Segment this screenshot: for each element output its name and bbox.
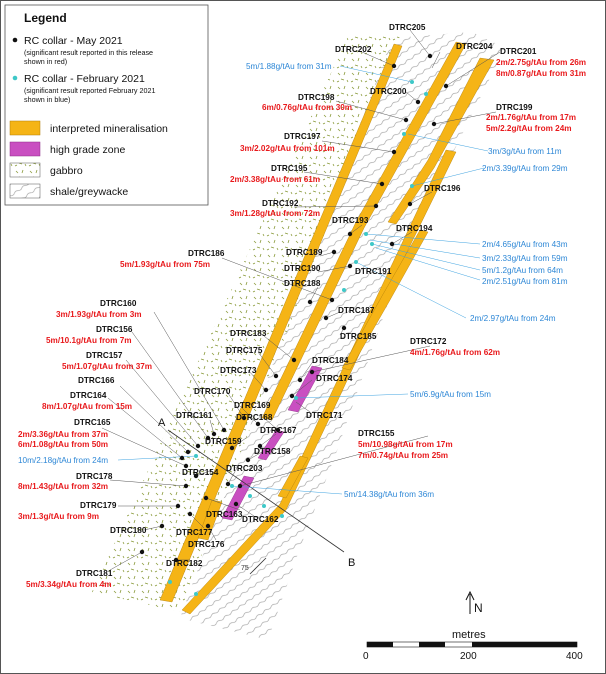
svg-text:8m/1.07g/tAu from 15m: 8m/1.07g/tAu from 15m <box>42 402 133 411</box>
svg-text:DTRC183: DTRC183 <box>230 329 267 338</box>
svg-text:DTRC205: DTRC205 <box>389 23 426 32</box>
scale-title: metres <box>452 629 486 641</box>
svg-text:8m/0.87g/tAu from 31m: 8m/0.87g/tAu from 31m <box>496 69 587 78</box>
svg-text:DTRC200: DTRC200 <box>370 87 407 96</box>
svg-text:DTRC176: DTRC176 <box>188 540 225 549</box>
svg-text:DTRC191: DTRC191 <box>355 267 392 276</box>
svg-text:2m/3.38g/tAu from 61m: 2m/3.38g/tAu from 61m <box>230 175 321 184</box>
svg-text:DTRC190: DTRC190 <box>284 264 321 273</box>
svg-text:DTRC193: DTRC193 <box>332 216 369 225</box>
svg-text:5m/3.34g/tAu from 4m: 5m/3.34g/tAu from 4m <box>26 580 112 589</box>
svg-text:8m/1.43g/tAu from 32m: 8m/1.43g/tAu from 32m <box>18 482 109 491</box>
svg-text:10m/2.18g/tAu from 24m: 10m/2.18g/tAu from 24m <box>18 456 109 465</box>
svg-text:DTRC179: DTRC179 <box>80 501 117 510</box>
svg-text:DTRC196: DTRC196 <box>424 184 461 193</box>
svg-text:DTRC177: DTRC177 <box>176 528 213 537</box>
scale-tick-200: 200 <box>460 651 477 662</box>
svg-text:5m/2.2g/tAu from 24m: 5m/2.2g/tAu from 24m <box>486 124 572 133</box>
legend-gabbro-swatch <box>10 163 40 177</box>
svg-text:2m/1.76g/tAu from 17m: 2m/1.76g/tAu from 17m <box>486 113 577 122</box>
svg-text:DTRC168: DTRC168 <box>236 413 273 422</box>
svg-text:DTRC197: DTRC197 <box>284 132 321 141</box>
svg-text:DTRC156: DTRC156 <box>96 325 133 334</box>
svg-text:5m/6.9g/tAu from 15m: 5m/6.9g/tAu from 15m <box>410 390 491 399</box>
svg-text:5m/14.38g/tAu from 36m: 5m/14.38g/tAu from 36m <box>344 490 435 499</box>
scale-tick-400: 400 <box>566 651 583 662</box>
svg-text:DTRC172: DTRC172 <box>410 337 447 346</box>
section-label-b: B <box>348 557 356 569</box>
svg-text:RC collar - February 2021: RC collar - February 2021 <box>24 73 145 85</box>
scale-tick-0: 0 <box>363 651 369 662</box>
svg-text:2m/3.36g/tAu from 37m: 2m/3.36g/tAu from 37m <box>18 430 109 439</box>
svg-text:DTRC175: DTRC175 <box>226 346 263 355</box>
svg-text:DTRC157: DTRC157 <box>86 351 123 360</box>
svg-text:DTRC184: DTRC184 <box>312 356 349 365</box>
svg-text:5m/10.1g/tAu from 7m: 5m/10.1g/tAu from 7m <box>46 336 132 345</box>
svg-text:2m/4.65g/tAu from 43m: 2m/4.65g/tAu from 43m <box>482 240 568 249</box>
legend-title: Legend <box>24 11 67 25</box>
svg-text:DTRC159: DTRC159 <box>205 437 242 446</box>
svg-text:DTRC187: DTRC187 <box>338 306 375 315</box>
svg-text:DTRC160: DTRC160 <box>100 299 137 308</box>
svg-text:DTRC164: DTRC164 <box>70 391 107 400</box>
svg-text:DTRC185: DTRC185 <box>340 332 377 341</box>
svg-text:3m/2.02g/tAu from 101m: 3m/2.02g/tAu from 101m <box>240 144 335 153</box>
svg-text:2m/2.75g/tAu from 26m: 2m/2.75g/tAu from 26m <box>496 58 587 67</box>
svg-text:DTRC162: DTRC162 <box>242 515 279 524</box>
svg-text:DTRC178: DTRC178 <box>76 472 113 481</box>
svg-text:shale/greywacke: shale/greywacke <box>50 186 129 198</box>
svg-text:DTRC199: DTRC199 <box>496 103 533 112</box>
svg-text:DTRC204: DTRC204 <box>456 42 493 51</box>
legend-feb-symbol <box>13 76 18 81</box>
svg-text:DTRC154: DTRC154 <box>182 468 219 477</box>
svg-text:5m/1.93g/tAu from 75m: 5m/1.93g/tAu from 75m <box>120 260 211 269</box>
svg-text:DTRC174: DTRC174 <box>316 374 353 383</box>
svg-text:3m/1.3g/tAu from 9m: 3m/1.3g/tAu from 9m <box>18 512 99 521</box>
svg-text:(significant result reported i: (significant result reported in this release <box>24 48 154 57</box>
svg-text:6m/0.76g/tAu from 30m: 6m/0.76g/tAu from 30m <box>262 103 353 112</box>
svg-text:DTRC186: DTRC186 <box>188 249 225 258</box>
svg-text:DTRC173: DTRC173 <box>220 366 257 375</box>
svg-text:DTRC182: DTRC182 <box>166 559 203 568</box>
svg-text:RC collar - May 2021: RC collar - May 2021 <box>24 35 123 47</box>
svg-text:5m/1.07g/tAu from 37m: 5m/1.07g/tAu from 37m <box>62 362 153 371</box>
dip-value: 75 <box>241 565 249 572</box>
svg-text:3m/1.93g/tAu from 3m: 3m/1.93g/tAu from 3m <box>56 310 142 319</box>
svg-text:2m/2.97g/tAu from 24m: 2m/2.97g/tAu from 24m <box>470 314 556 323</box>
legend <box>5 5 208 205</box>
svg-text:DTRC169: DTRC169 <box>234 401 271 410</box>
legend-shale-swatch <box>10 184 40 198</box>
svg-text:N: N <box>474 601 483 615</box>
svg-text:DTRC171: DTRC171 <box>306 411 343 420</box>
svg-text:DTRC163: DTRC163 <box>206 510 243 519</box>
svg-text:DTRC158: DTRC158 <box>254 447 291 456</box>
svg-text:gabbro: gabbro <box>50 165 83 177</box>
svg-text:2m/3.39g/tAu from 29m: 2m/3.39g/tAu from 29m <box>482 164 568 173</box>
svg-text:DTRC180: DTRC180 <box>110 526 147 535</box>
svg-text:DTRC192: DTRC192 <box>262 199 299 208</box>
svg-text:DTRC155: DTRC155 <box>358 429 395 438</box>
svg-text:shown in red): shown in red) <box>24 57 68 66</box>
svg-text:DTRC195: DTRC195 <box>271 164 308 173</box>
legend-highgrade-swatch <box>10 142 40 156</box>
svg-text:3m/3g/tAu from 11m: 3m/3g/tAu from 11m <box>488 147 562 156</box>
svg-text:5m/1.2g/tAu from 64m: 5m/1.2g/tAu from 64m <box>482 266 563 275</box>
svg-text:DTRC203: DTRC203 <box>226 464 263 473</box>
svg-text:6m/1.08g/tAu from 50m: 6m/1.08g/tAu from 50m <box>18 440 109 449</box>
legend-may-symbol <box>13 38 18 43</box>
svg-text:DTRC181: DTRC181 <box>76 569 113 578</box>
svg-text:DTRC167: DTRC167 <box>260 426 297 435</box>
svg-text:DTRC161: DTRC161 <box>176 411 213 420</box>
svg-text:7m/0.74g/tAu from 25m: 7m/0.74g/tAu from 25m <box>358 451 449 460</box>
svg-text:shown in blue): shown in blue) <box>24 95 71 104</box>
svg-text:DTRC202: DTRC202 <box>335 45 372 54</box>
svg-text:DTRC194: DTRC194 <box>396 224 433 233</box>
svg-text:DTRC198: DTRC198 <box>298 93 335 102</box>
svg-text:3m/2.33g/tAu from 59m: 3m/2.33g/tAu from 59m <box>482 254 568 263</box>
section-label-a: A <box>158 417 166 429</box>
svg-text:DTRC189: DTRC189 <box>286 248 323 257</box>
svg-text:high grade zone: high grade zone <box>50 144 126 156</box>
svg-text:DTRC188: DTRC188 <box>284 279 321 288</box>
svg-text:5m/10.98g/tAu from 17m: 5m/10.98g/tAu from 17m <box>358 440 453 449</box>
svg-text:4m/1.76g/tAu from 62m: 4m/1.76g/tAu from 62m <box>410 348 501 357</box>
svg-text:5m/1.88g/tAu from 31m: 5m/1.88g/tAu from 31m <box>246 62 332 71</box>
svg-text:interpreted mineralisation: interpreted mineralisation <box>50 123 168 135</box>
svg-text:DTRC201: DTRC201 <box>500 47 537 56</box>
svg-text:DTRC166: DTRC166 <box>78 376 115 385</box>
legend-mineral-swatch <box>10 121 40 135</box>
svg-text:(significant result reported F: (significant result reported February 2021 <box>24 86 156 95</box>
svg-text:2m/2.51g/tAu from 81m: 2m/2.51g/tAu from 81m <box>482 277 568 286</box>
svg-text:3m/1.28g/tAu from 72m: 3m/1.28g/tAu from 72m <box>230 209 321 218</box>
svg-text:DTRC165: DTRC165 <box>74 418 111 427</box>
svg-text:DTRC170: DTRC170 <box>194 387 231 396</box>
